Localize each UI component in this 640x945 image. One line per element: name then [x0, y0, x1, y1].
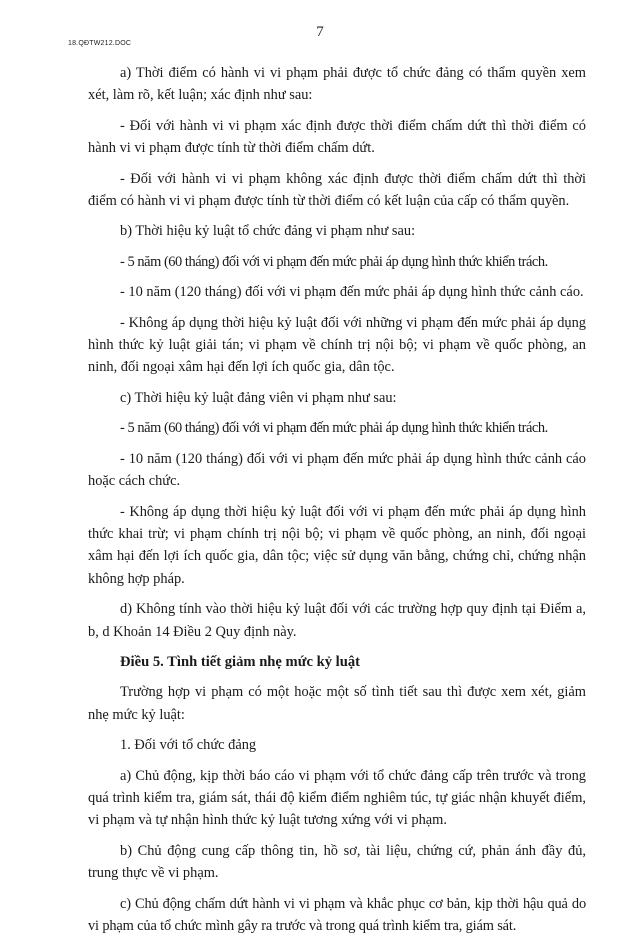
paragraph: Trường hợp vi phạm có một hoặc một số tình tiết sau thì được xem xét, giảm nhẹ mức kỷ luật:: [88, 684, 586, 723]
article-heading: Điều 5. Tình tiết giảm nhẹ mức kỷ luật: [120, 653, 360, 670]
paragraph: - 5 năm (60 tháng) đối với vi phạm đến mức phải áp dụng hình thức khiển trách.: [120, 253, 548, 270]
paragraph: b) Chủ động cung cấp thông tin, hồ sơ, tài liệu, chứng cứ, phản ánh đầy đủ, trung thực về vi phạm.: [88, 842, 586, 882]
document-body: [88, 62, 586, 945]
paragraph: a) Thời điểm có hành vi vi phạm phải được tổ chức đảng có thẩm quyền xem xét, làm rõ, kết luận; xác định như sau:: [88, 65, 586, 104]
paragraph: - 10 năm (120 tháng) đối với vi phạm đến mức phải áp dụng hình thức cảnh cáo.: [120, 284, 584, 301]
paragraph: c) Chủ động chấm dứt hành vi vi phạm và khắc phục cơ bản, kịp thời hậu quả do vi phạm của tổ chức mình gây ra trước và trong quá trình kiểm tra, giám sát.: [88, 895, 586, 934]
paragraph: d) Không tính vào thời hiệu kỷ luật đối với các trường hợp quy định tại Điểm a, b, d Khoản 14 Điều 2 Quy định này.: [88, 601, 586, 640]
paragraph: - Đối với hành vi vi phạm xác định được thời điểm chấm dứt thì thời điểm có hành vi vi phạm được tính từ thời điểm chấm dứt.: [88, 117, 586, 157]
paragraph: a) Chủ động, kịp thời báo cáo vi phạm với tổ chức đảng cấp trên trước và trong quá trình kiểm tra, giám sát, thái độ kiểm điểm nghiêm túc, tự giác nhận khuyết điểm, vi phạm và tự nhận hình thức kỷ luật tương xứng với vi phạm.: [88, 767, 586, 829]
paragraph: - Không áp dụng thời hiệu kỷ luật đối với những vi phạm đến mức phải áp dụng hình thức kỷ luật giải tán; vi phạm về chính trị nội bộ; vi phạm về quốc phòng, an ninh, đối ngoại xâm hại đến lợi ích quốc gia, dân tộc.: [88, 314, 586, 376]
paragraph: - Không áp dụng thời hiệu kỷ luật đối với vi phạm đến mức phải áp dụng hình thức khai trừ; vi phạm chính trị nội bộ; vi phạm về quốc phòng, an ninh, đối ngoại xâm hại đến lợi ích quốc gia, dân tộc; việc sử dụng văn bằng, chứng chỉ, chứng nhận không hợp pháp.: [88, 503, 586, 587]
paragraph: b) Thời hiệu kỷ luật tổ chức đảng vi phạm như sau:: [120, 223, 416, 240]
paragraph: - 10 năm (120 tháng) đối với vi phạm đến mức phải áp dụng hình thức cảnh cáo hoặc cách chức.: [88, 450, 586, 490]
paragraph: 1. Đối với tổ chức đảng: [120, 737, 257, 754]
paragraph: c) Thời hiệu kỷ luật đảng viên vi phạm như sau:: [120, 389, 397, 406]
page-number: 7: [316, 24, 324, 40]
paragraph: - 5 năm (60 tháng) đối với vi phạm đến mức phải áp dụng hình thức khiển trách.: [120, 420, 548, 437]
document-code: 18.QĐTW212.DOC: [68, 40, 132, 47]
paragraph: - Đối với hành vi vi phạm không xác định được thời điểm chấm dứt thì thời điểm có hành vi vi phạm được tính từ thời điểm có kết luận của cấp có thẩm quyền.: [88, 170, 586, 210]
